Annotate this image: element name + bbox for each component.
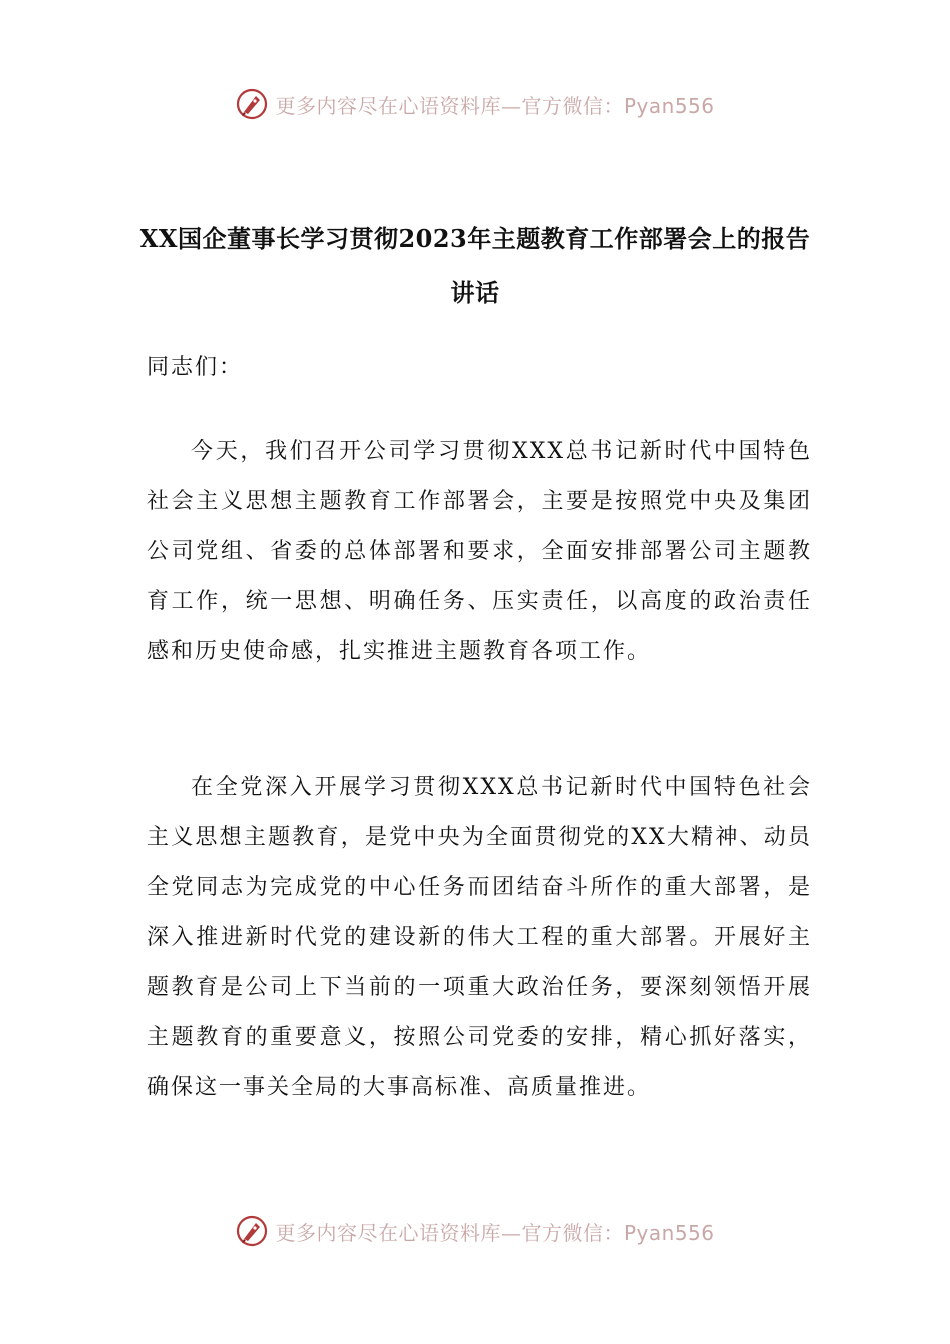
pen-nib-logo-icon xyxy=(235,87,269,121)
header-watermark xyxy=(0,84,950,124)
watermark-text: 更多内容尽在心语资料库—官方微信：Pyan556 xyxy=(275,93,715,118)
watermark-text: 更多内容尽在心语资料库—官方微信：Pyan556 xyxy=(275,1220,715,1245)
greeting: 同志们： xyxy=(147,355,244,380)
pen-nib-logo-icon xyxy=(235,1214,269,1248)
paragraph-2: 在全党深入开展学习贯彻XXX总书记新时代中国特色社会主义思想主题教育，是党中央为全面贯彻党的XX大精神、动员全党同志为完成党的中心任务而团结奋斗所作的重大部署，是深入推进新时代党的建设新的伟大工程的重大部署。开展好主题教育是公司上下当前的一项重大政治任务，要深刻领悟开展主题教育的重要意义，按照公司党委的安排，精心抓好落实，确保这一事关全局的大事高标准、高质量推进。 xyxy=(147,775,812,1100)
footer-watermark xyxy=(0,1211,950,1251)
document-title: XX国企董事长学习贯彻2023年主题教育工作部署会上的报告讲话 xyxy=(139,224,811,307)
paragraph-1: 今天，我们召开公司学习贯彻XXX总书记新时代中国特色社会主义思想主题教育工作部署会，主要是按照党中央及集团公司党组、省委的总体部署和要求，全面安排部署公司主题教育工作，统一思想、明确任务、压实责任，以高度的政治责任感和历史使命感，扎实推进主题教育各项工作。 xyxy=(147,439,812,664)
